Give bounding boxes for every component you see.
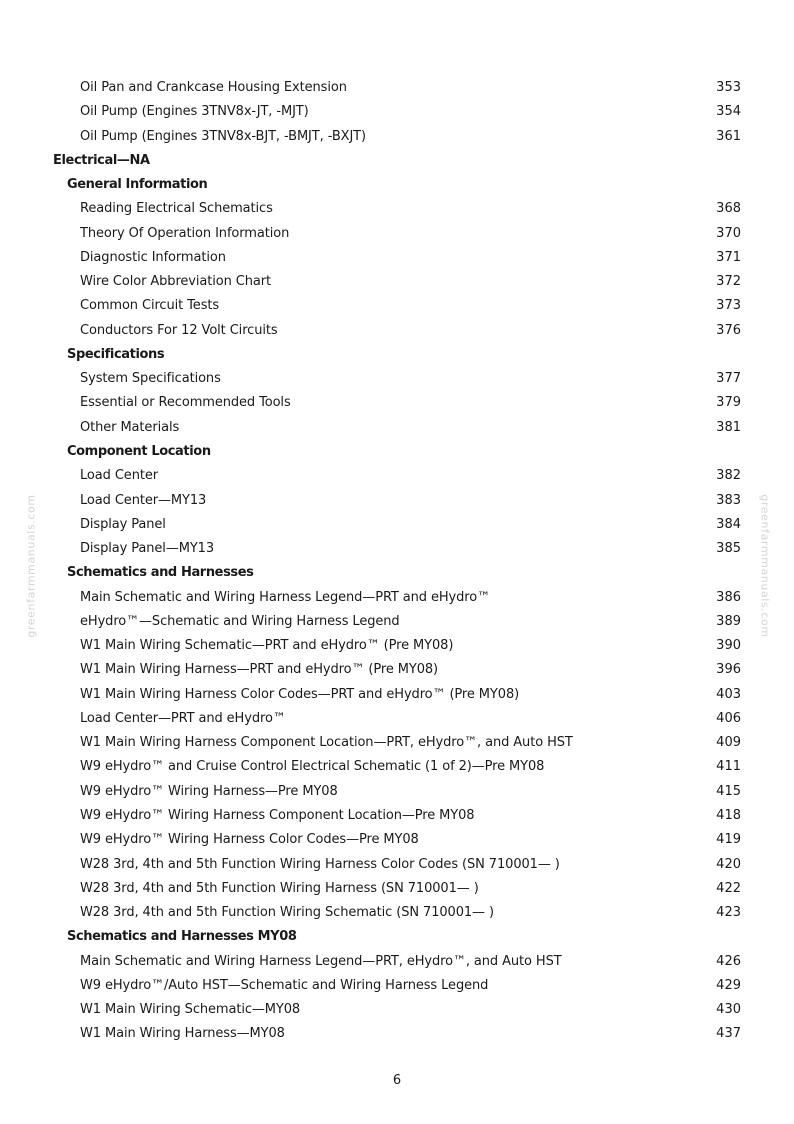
toc-page-number: 430 bbox=[716, 1002, 741, 1018]
toc-entry[interactable] bbox=[0, 246, 794, 270]
toc-page-number: 390 bbox=[716, 638, 741, 654]
toc-section-title: Electrical—NA bbox=[53, 152, 150, 168]
toc-page-number: 429 bbox=[716, 977, 741, 993]
toc-entry-title: Oil Pump (Engines 3TNV8x-BJT, -BMJT, -BXJT) bbox=[80, 128, 366, 144]
toc-entry[interactable] bbox=[0, 391, 794, 415]
toc-entry-title: W28 3rd, 4th and 5th Function Wiring Harness (SN 710001— ) bbox=[80, 880, 479, 896]
toc-entry[interactable] bbox=[0, 998, 794, 1022]
toc-entry-title: W1 Main Wiring Schematic—PRT and eHydro™ (Pre MY08) bbox=[80, 638, 454, 654]
toc-entry-title: W28 3rd, 4th and 5th Function Wiring Schematic (SN 710001— ) bbox=[80, 905, 494, 921]
toc-entry-title: Main Schematic and Wiring Harness Legend—PRT, eHydro™, and Auto HST bbox=[80, 953, 562, 969]
toc-entry[interactable] bbox=[0, 270, 794, 294]
toc-entry[interactable] bbox=[0, 950, 794, 974]
toc-entry[interactable] bbox=[0, 828, 794, 852]
toc-subsection bbox=[0, 173, 794, 197]
watermark-right: greenfarmmanuals.com bbox=[758, 494, 772, 638]
toc-entry-title: Oil Pan and Crankcase Housing Extension bbox=[80, 80, 347, 95]
toc-entry[interactable] bbox=[0, 683, 794, 707]
toc-entry-title: Display Panel—MY13 bbox=[80, 541, 215, 557]
toc-entry-title: Common Circuit Tests bbox=[80, 298, 220, 314]
toc-subsection-title: General Information bbox=[67, 177, 208, 193]
toc-entry-title: Load Center—PRT and eHydro™ bbox=[80, 710, 286, 726]
toc-entry[interactable] bbox=[0, 125, 794, 149]
toc-entry[interactable] bbox=[0, 367, 794, 391]
toc-page-number: 376 bbox=[716, 322, 741, 338]
toc-entry[interactable] bbox=[0, 804, 794, 828]
toc-entry-title: W9 eHydro™ Wiring Harness Color Codes—Pre MY08 bbox=[80, 832, 419, 848]
toc-subsection-title: Schematics and Harnesses bbox=[67, 565, 254, 581]
toc-entry[interactable] bbox=[0, 489, 794, 513]
toc-page-number: 385 bbox=[716, 541, 741, 557]
toc-entry[interactable] bbox=[0, 755, 794, 779]
toc-entry-title: Diagnostic Information bbox=[80, 249, 226, 265]
toc-page-number: 420 bbox=[716, 856, 741, 872]
toc-entry-title: Load Center—MY13 bbox=[80, 492, 207, 508]
toc-entry-title: System Specifications bbox=[80, 371, 221, 387]
toc-entry[interactable] bbox=[0, 731, 794, 755]
toc-entry[interactable] bbox=[0, 100, 794, 124]
toc-subsection-title: Specifications bbox=[67, 346, 165, 362]
toc-page-number: 377 bbox=[716, 371, 741, 387]
watermark-left: greenfarmmanuals.com bbox=[24, 494, 38, 638]
toc-entry[interactable] bbox=[0, 222, 794, 246]
toc-entry-title: W9 eHydro™ Wiring Harness—Pre MY08 bbox=[80, 783, 338, 799]
toc-entry[interactable] bbox=[0, 610, 794, 634]
toc-page-number: 382 bbox=[716, 468, 741, 484]
toc-entry[interactable] bbox=[0, 294, 794, 318]
toc-entry[interactable] bbox=[0, 586, 794, 610]
toc-entry[interactable] bbox=[0, 853, 794, 877]
toc-page-number: 396 bbox=[716, 662, 741, 678]
toc-entry-title: W9 eHydro™/Auto HST—Schematic and Wiring Harness Legend bbox=[80, 977, 489, 993]
toc-page-number: 372 bbox=[716, 274, 741, 290]
toc-entry-title: Wire Color Abbreviation Chart bbox=[80, 274, 272, 290]
toc-entry-title: W1 Main Wiring Harness Component Location—PRT, eHydro™, and Auto HST bbox=[80, 735, 573, 751]
toc-entry[interactable] bbox=[0, 464, 794, 488]
toc-entry-title: eHydro™—Schematic and Wiring Harness Legend bbox=[80, 613, 400, 629]
toc-entry-title: Theory Of Operation Information bbox=[80, 225, 290, 241]
toc-entry[interactable] bbox=[0, 634, 794, 658]
toc-entry[interactable] bbox=[0, 513, 794, 537]
toc-page-number: 368 bbox=[716, 201, 741, 217]
toc-subsection bbox=[0, 925, 794, 949]
toc-entry-title: Load Center bbox=[80, 468, 158, 484]
toc-page-number: 386 bbox=[716, 589, 741, 605]
toc-page-number: 403 bbox=[716, 686, 741, 702]
toc-entry-title: Reading Electrical Schematics bbox=[80, 201, 273, 217]
toc-entry-title: W9 eHydro™ Wiring Harness Component Location—Pre MY08 bbox=[80, 807, 475, 823]
toc-subsection bbox=[0, 561, 794, 585]
toc-page-number: 371 bbox=[716, 249, 741, 265]
toc-page-number: 381 bbox=[716, 419, 741, 435]
table-of-contents bbox=[0, 76, 794, 1047]
toc-entry[interactable] bbox=[0, 197, 794, 221]
toc-page-number: 353 bbox=[716, 80, 741, 95]
toc-page-number: 361 bbox=[716, 128, 741, 144]
toc-page-number: 379 bbox=[716, 395, 741, 411]
toc-page-number: 426 bbox=[716, 953, 741, 969]
toc-page-number: 411 bbox=[716, 759, 741, 775]
toc-page-number: 406 bbox=[716, 710, 741, 726]
toc-entry-title: Other Materials bbox=[80, 419, 180, 435]
toc-page-number: 409 bbox=[716, 735, 741, 751]
toc-entry[interactable] bbox=[0, 537, 794, 561]
toc-page-number: 419 bbox=[716, 832, 741, 848]
toc-entry-title: Conductors For 12 Volt Circuits bbox=[80, 322, 278, 338]
toc-page-number: 437 bbox=[716, 1026, 741, 1042]
toc-page-number: 423 bbox=[716, 905, 741, 921]
toc-entry[interactable] bbox=[0, 1022, 794, 1046]
toc-entry[interactable] bbox=[0, 416, 794, 440]
toc-entry[interactable] bbox=[0, 707, 794, 731]
toc-entry[interactable] bbox=[0, 319, 794, 343]
toc-entry-title: Display Panel bbox=[80, 516, 166, 532]
toc-subsection-title: Schematics and Harnesses MY08 bbox=[67, 929, 297, 945]
toc-subsection-title: Component Location bbox=[67, 443, 211, 459]
toc-entry-title: W9 eHydro™ and Cruise Control Electrical Schematic (1 of 2)—Pre MY08 bbox=[80, 759, 545, 775]
toc-subsection bbox=[0, 440, 794, 464]
toc-subsection bbox=[0, 343, 794, 367]
toc-entry-title: W1 Main Wiring Harness—MY08 bbox=[80, 1026, 285, 1042]
toc-page-number: 370 bbox=[716, 225, 741, 241]
toc-entry-title: Essential or Recommended Tools bbox=[80, 395, 291, 411]
toc-entry-title: W28 3rd, 4th and 5th Function Wiring Harness Color Codes (SN 710001— ) bbox=[80, 856, 560, 872]
toc-entry-title: W1 Main Wiring Schematic—MY08 bbox=[80, 1002, 301, 1018]
toc-entry-title: W1 Main Wiring Harness Color Codes—PRT and eHydro™ (Pre MY08) bbox=[80, 686, 520, 702]
toc-page-number: 384 bbox=[716, 516, 741, 532]
toc-entry[interactable] bbox=[0, 974, 794, 998]
toc-page-number: 383 bbox=[716, 492, 741, 508]
toc-entry[interactable] bbox=[0, 658, 794, 682]
toc-entry[interactable] bbox=[0, 780, 794, 804]
toc-entry[interactable] bbox=[0, 76, 794, 100]
toc-page-number: 415 bbox=[716, 783, 741, 799]
toc-entry[interactable] bbox=[0, 901, 794, 925]
toc-page-number: 418 bbox=[716, 807, 741, 823]
toc-entry-title: W1 Main Wiring Harness—PRT and eHydro™ (Pre MY08) bbox=[80, 662, 439, 678]
page-number: 6 bbox=[392, 1073, 402, 1088]
toc-entry-title: Oil Pump (Engines 3TNV8x-JT, -MJT) bbox=[80, 104, 309, 120]
toc-entry-title: Main Schematic and Wiring Harness Legend—PRT and eHydro™ bbox=[80, 589, 491, 605]
toc-entry[interactable] bbox=[0, 877, 794, 901]
toc-page-number: 373 bbox=[716, 298, 741, 314]
toc-section bbox=[0, 149, 794, 173]
toc-page-number: 389 bbox=[716, 613, 741, 629]
toc-page-number: 354 bbox=[716, 104, 741, 120]
toc-page-number: 422 bbox=[716, 880, 741, 896]
